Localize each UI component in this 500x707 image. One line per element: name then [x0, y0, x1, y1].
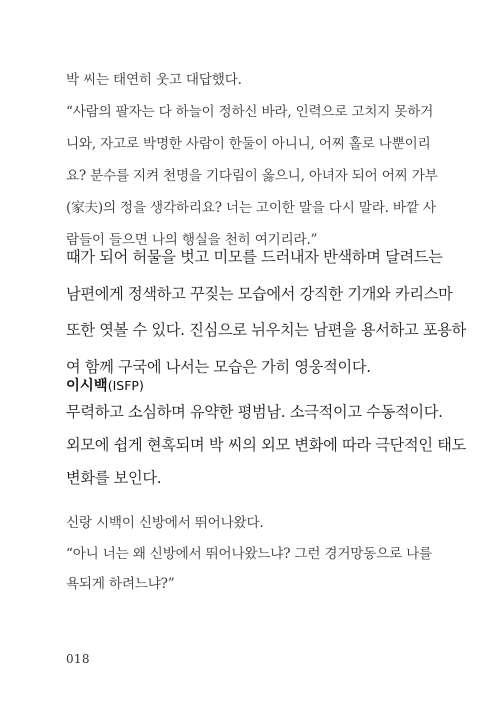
- quote-line: “아니 너는 왜 신방에서 뛰어나왔느냐? 그런 경거망동으로 나를: [66, 545, 432, 562]
- character-name: 이시백: [66, 378, 108, 394]
- description-line: 변화를 보인다.: [66, 469, 162, 487]
- paragraph-line: 남편에게 정색하고 꾸짖는 모습에서 강직한 기개와 카리스마: [66, 284, 453, 303]
- quote-line: 신랑 시백이 신방에서 뛰어나왔다.: [66, 515, 264, 531]
- description-line: 외모에 쉽게 현혹되며 박 씨의 외모 변화에 따라 극단적인 태도: [66, 436, 467, 454]
- quote-line: 니와, 자고로 박명한 사람이 한둘이 아니니, 어찌 홀로 나뿐이리: [66, 136, 431, 152]
- description-line: 무력하고 소심하며 유약한 평범남. 소극적이고 수동적이다.: [66, 403, 443, 421]
- quote-line: 욕되게 하려느냐?”: [66, 576, 175, 592]
- page-number: 018: [66, 652, 90, 666]
- quote-line: 람들이 들으면 나의 행실을 천히 여기리라.”: [66, 232, 318, 248]
- quote-block-sibaek: [66, 508, 432, 600]
- paragraph-line: 여 함께 구국에 나서는 모습은 가히 영웅적이다.: [66, 357, 371, 376]
- quote-line: (家夫)의 정을 생각하리요? 너는 고이한 말을 다시 말라. 바깥 사: [66, 200, 436, 216]
- paragraph-line: 때가 되어 허물을 벗고 미모를 드러내자 반색하며 달려드는: [66, 248, 443, 266]
- quote-line: 요? 분수를 지켜 천명을 기다림이 옳으니, 아녀자 되어 어찌 가부: [66, 168, 438, 184]
- main-paragraph: [66, 239, 466, 385]
- paragraph-line: 또한 엿볼 수 있다. 진심으로 뉘우치는 남편을 용서하고 포용하: [66, 321, 467, 340]
- character-heading: [66, 374, 144, 395]
- quote-line: “사람의 팔자는 다 하늘이 정하신 바라, 인력으로 고치지 못하거: [66, 104, 434, 120]
- character-type: (ISFP): [107, 378, 144, 393]
- character-description: [66, 396, 466, 495]
- quote-line: 박 씨는 태연히 웃고 대답했다.: [66, 72, 242, 88]
- quote-block-pak: [66, 64, 438, 256]
